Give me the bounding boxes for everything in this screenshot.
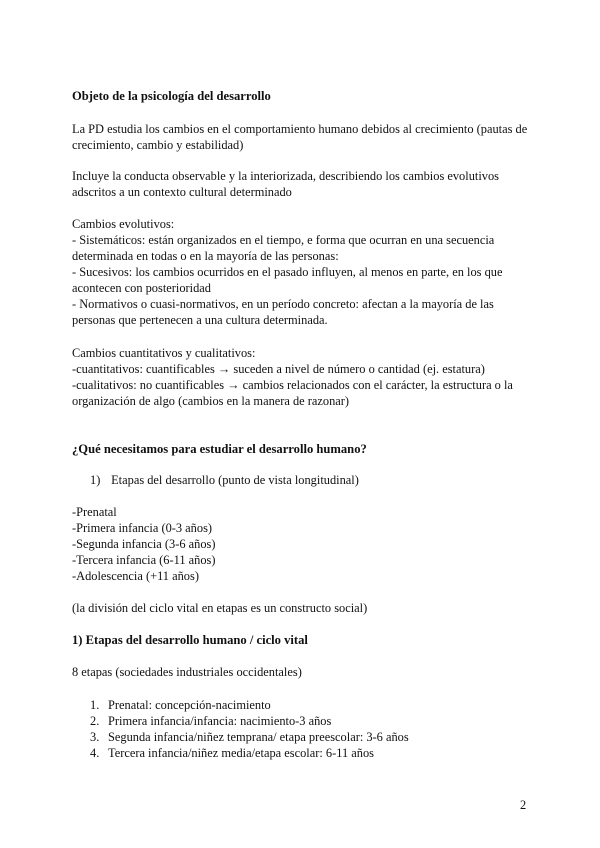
cuantitativos-title: Cambios cuantitativos y cualitativos:: [72, 346, 256, 360]
paragraph-pd: La PD estudia los cambios en el comportamiento humano debidos al crecimiento (pautas de crecimiento, cambio y estabilidad): [72, 122, 528, 152]
stage-item: -Adolescencia (+11 años): [72, 569, 199, 583]
evolutivos-item: - Sistemáticos: están organizados en el tiempo, e forma que ocurran en una secuencia determinada en todas o en la mayoría de las personas:: [72, 233, 495, 263]
list-text: Prenatal: concepción-nacimiento: [108, 698, 271, 712]
stage-item: -Tercera infancia (6-11 años): [72, 553, 216, 567]
eight-stages-line: 8 etapas (sociedades industriales occidentales): [72, 665, 302, 679]
list-number: 4.: [90, 746, 100, 760]
list-text: Primera infancia/infancia: nacimiento-3 años: [108, 714, 332, 728]
numbered-list: [90, 697, 530, 761]
stage-item: -Primera infancia (0-3 años): [72, 521, 213, 535]
heading-objeto: Objeto de la psicología del desarrollo: [72, 89, 271, 103]
stages-list: [72, 504, 534, 584]
evolutivos-item: - Normativos o cuasi-normativos, en un período concreto: afectan a la mayoría de las personas que pertenecen a una cultura determinada.: [72, 297, 494, 327]
evolutivos-item: - Sucesivos: los cambios ocurridos en el pasado influyen, al menos en parte, en los que acontecen con posterioridad: [72, 265, 503, 295]
evolutivos-title: Cambios evolutivos:: [72, 217, 175, 231]
list-text: Etapas del desarrollo (punto de vista longitudinal): [111, 473, 359, 487]
numbered-item: [90, 729, 530, 745]
list-number: 1.: [90, 698, 100, 712]
numbered-item: [90, 745, 530, 761]
heading-que-necesitamos: ¿Qué necesitamos para estudiar el desarrollo humano?: [72, 442, 367, 456]
paragraph-conducta: Incluye la conducta observable y la interiorizada, describiendo los cambios evolutivos adscritos a un contexto cultural determinado: [72, 169, 499, 199]
evolutivos-section: [72, 216, 534, 328]
list-number: 1): [90, 473, 101, 487]
sub-list-item: [90, 472, 530, 488]
stage-item: -Segunda infancia (3-6 años): [72, 537, 216, 551]
cuantitativos-item: -cuantitativos: cuantificables → suceden a nivel de número o cantidad (ej. estatura): [72, 362, 485, 376]
list-number: 2.: [90, 714, 100, 728]
list-text: Segunda infancia/niñez temprana/ etapa preescolar: 3-6 años: [108, 730, 409, 744]
stage-item: -Prenatal: [72, 505, 117, 519]
list-number: 3.: [90, 730, 100, 744]
list-text: Tercera infancia/niñez media/etapa escolar: 6-11 años: [108, 746, 374, 760]
cuantitativos-item: -cualitativos: no cuantificables → cambios relacionados con el carácter, la estructura o la organización de algo (cambios en la manera de razonar): [72, 378, 513, 408]
heading-etapas: 1) Etapas del desarrollo humano / ciclo vital: [72, 633, 308, 647]
note-constructo: (la división del ciclo vital en etapas es un constructo social): [72, 601, 368, 615]
numbered-item: [90, 713, 530, 729]
cuantitativos-section: [72, 345, 534, 409]
numbered-item: [90, 697, 530, 713]
page-number: 2: [520, 798, 527, 812]
